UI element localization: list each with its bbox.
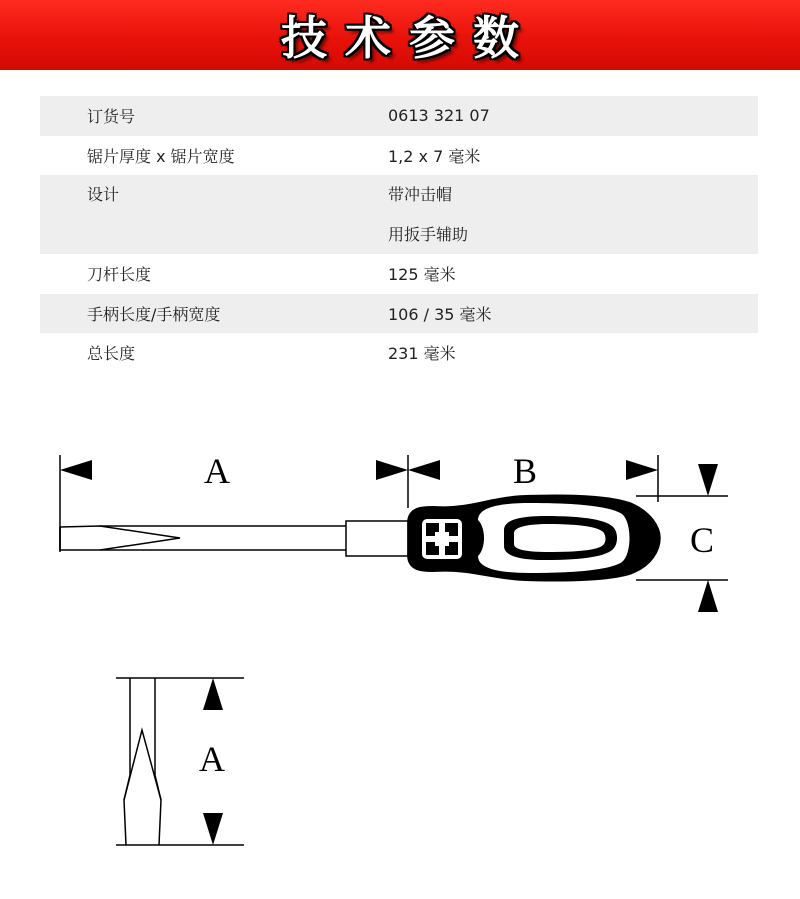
banner-title: 技术参数 [281,11,537,65]
dimension-label-a: A [204,451,230,491]
spec-label: 总长度 [87,344,136,364]
spec-value: 125 毫米 [388,265,456,285]
spec-value: 231 毫米 [388,344,456,364]
spec-value: 106 / 35 毫米 [388,304,492,324]
spec-label: 锯片厚度 x 锯片宽度 [87,146,235,166]
spec-label: 订货号 [87,107,136,127]
spec-value: 1,2 x 7 毫米 [388,146,481,166]
dimension-label-b: B [513,451,538,491]
dimension-label-c: C [690,520,715,560]
tip-dimension-label-a: A [199,739,225,779]
handle-shape [408,495,660,580]
spec-value: 0613 321 07 [388,106,490,126]
spec-label: 刀杆长度 [87,265,152,285]
spec-value: 用扳手辅助 [388,224,469,244]
spec-value: 带冲击帽 [388,185,453,204]
spec-label: 手柄长度/手柄宽度 [87,304,221,324]
spec-label: 设计 [87,185,120,204]
